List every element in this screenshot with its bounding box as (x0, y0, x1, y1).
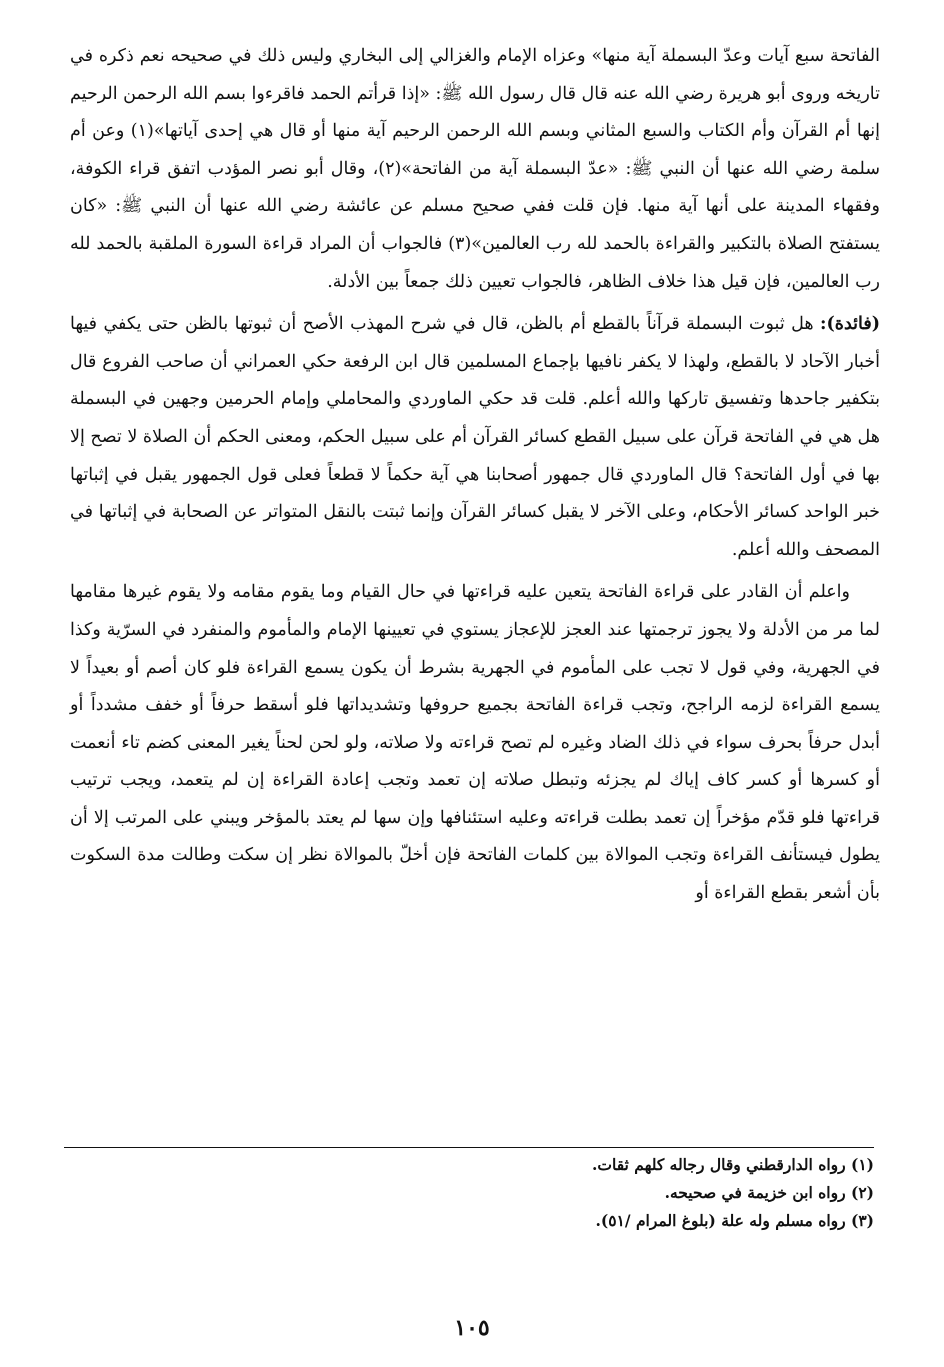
paragraph-faida (70, 306, 880, 569)
faida-text: هل ثبوت البسملة قرآناً بالقطع أم بالظن، قال في شرح المهذب الأصح أن ثبوتها بالظن حتى يكفي فيها أخبار الآحاد لا بالقطع، ولهذا لا يكفر نافيها بإجماع المسلمين قال ابن الرفعة حكي العمراني أن صاحب الفروع قال بتكفير جاحدها وتفسيق تاركها والله أعلم. قلت قد حكي الماوردي والمحاملي وإمام الحرمين وجهين في البسملة هل هي في الفاتحة قرآن على سبيل القطع كسائر القرآن أم على سبيل الحكم، ومعنى الحكم أن الصلاة لا تصح إلا بها في أول الفاتحة؟ قال الماوردي قال جمهور أصحابنا هي آية حكماً لا قطعاً فعلى قول الجمهور يقبل في إثباتها خبر الواحد كسائر الأحكام، وعلى الآخر لا يقبل كسائر القرآن وإنما ثبتت بالنقل المتواتر عن الصحابة في إثباتها في المصحف والله أعلم. (70, 314, 880, 560)
footnote-2: (٢) رواه ابن خزيمة في صحيحه. (664, 1183, 874, 1202)
paragraph-basmala-verse: الفاتحة سبع آيات وعدّ البسملة آية منها» وعزاه الإمام والغزالي إلى البخاري وليس ذلك في صحيحه نعم ذكره في تاريخه وروى أبو هريرة رضي الله عنه قال قال رسول الله ﷺ: «إذا قرأتم الحمد فاقرءوا بسم الله الرحمن الرحيم إنها أم القرآن وأم الكتاب والسبع المثاني وبسم الله الرحمن الرحيم آية منها أو قال هي إحدى آياتها»(١) وعن أم سلمة رضي الله عنها أن النبي ﷺ: «عدّ البسملة آية من الفاتحة»(٢)، وقال أبو نصر المؤدب اتفق قراء الكوفة، وفقهاء المدينة على أنها آية منها. فإن قلت ففي صحيح مسلم عن عائشة رضي الله عنها أن النبي ﷺ: «كان يستفتح الصلاة بالتكبير والقراءة بالحمد لله رب العالمين»(٣) فالجواب أن المراد قراءة السورة الملقبة بالحمد لله رب العالمين، فإن قيل هذا خلاف الظاهر، فالجواب تعيين ذلك جمعاً بين الأدلة. (70, 46, 880, 292)
footnote-3: (٣) رواه مسلم وله علة (بلوغ المرام /٥١). (595, 1211, 874, 1230)
page-number: ١٠٥ (454, 1315, 490, 1341)
faida-label: (فائدة): (820, 314, 880, 335)
footnote-divider (64, 1147, 874, 1148)
paragraph-fatiha-reading: واعلم أن القادر على قراءة الفاتحة يتعين عليه قراءتها في حال القيام وما يقوم مقامه ولا يقوم غيرها مقامها لما مر من الأدلة ولا يجوز ترجمتها عند العجز للإعجاز يستوي في تعيينها الإمام والمأموم والمنفرد في السرّية وكذا في الجهرية، وفي قول لا تجب على المأموم في الجهرية بشرط أن يكون يسمع القراءة فلو كان أصم أو بعيداً لا يسمع القراءة لزمه الراجح، وتجب قراءة الفاتحة بجميع حروفها وتشديداتها فلو أسقط حرفاً أو خفف مشدداً أو أبدل حرفاً بحرف سواء في ذلك الضاد وغيره لم تصح قراءته ولا صلاته، ولو لحن لحناً يغير المعنى كضم تاء أنعمت أو كسرها أو كسر كاف إياك لم يجزئه وتبطل صلاته إن تعمد وتجب إعادة القراءة إن لم يتعمد، ويجب ترتيب قراءتها فلو قدّم مؤخراً إن تعمد بطلت قراءته وعليه استئنافها وإن سها لم يعتد بالمؤخر ويبني على المرتب إلا أن يطول فيستأنف القراءة وتجب الموالاة بين كلمات الفاتحة فإن أخلّ بالموالاة نظر إن سكت وطالت مدة السكوت بأن أشعر بقطع القراءة أو (70, 582, 880, 904)
footnotes (64, 1151, 874, 1235)
page-body (70, 38, 880, 913)
footnote-1: (١) رواه الدارقطني وقال رجاله كلهم ثقات. (592, 1155, 874, 1174)
